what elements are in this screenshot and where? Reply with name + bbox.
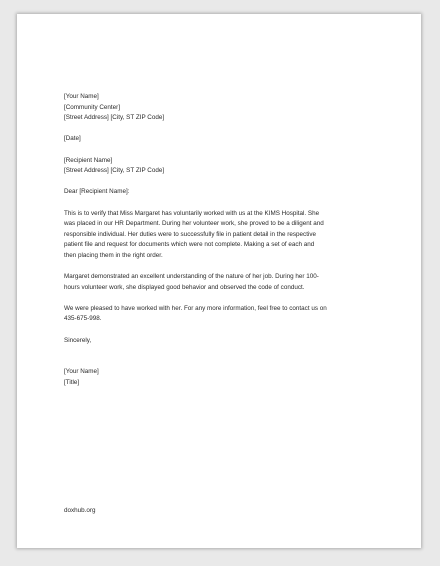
sender-address: [Street Address] [City, ST ZIP Code]	[64, 114, 165, 122]
recipient-name: [Recipient Name]	[64, 156, 113, 164]
closing-block	[64, 336, 364, 347]
salutation-block	[64, 187, 364, 198]
letter-date: [Date]	[64, 135, 81, 143]
body-paragraph-1	[64, 209, 364, 262]
recipient-block	[64, 156, 364, 177]
salutation: Dear [Recipient Name]:	[64, 188, 130, 196]
body-line: We were pleased to have worked with her. For any more information, feel free to contact us on	[64, 304, 327, 312]
body-line: then placing them in the right order.	[64, 251, 163, 259]
body-line: patient file and request for documents which were not complete. Making a set of each and	[64, 241, 315, 249]
date-block	[64, 134, 364, 145]
signature-block	[64, 367, 364, 388]
letter-content	[64, 92, 364, 388]
body-paragraph-2	[64, 272, 364, 293]
body-line: responsible individual. Her duties were to successfully file in patient detail in the respective	[64, 230, 317, 238]
body-paragraph-3	[64, 304, 364, 325]
signature-title: [Title]	[64, 378, 80, 386]
closing: Sincerely,	[64, 336, 92, 344]
signature-name: [Your Name]	[64, 368, 99, 376]
body-line: This is to verify that Miss Margaret has voluntarily worked with us at the KIMS Hospital. She	[64, 209, 320, 217]
body-line: 435-675-998.	[64, 315, 102, 323]
body-line: was placed in our HR Department. During her volunteer work, she proved to be a diligent and	[64, 220, 324, 228]
letter-page	[17, 14, 421, 548]
body-line: Margaret demonstrated an excellent understanding of the nature of her job. During her 100-	[64, 273, 319, 281]
recipient-address: [Street Address] [City, ST ZIP Code]	[64, 167, 165, 175]
sender-organization: [Community Center]	[64, 103, 120, 111]
footer-source: doxhub.org	[64, 507, 96, 514]
body-line: hours volunteer work, she displayed good behavior and observed the code of conduct.	[64, 283, 305, 291]
sender-block	[64, 92, 364, 124]
sender-name: [Your Name]	[64, 93, 99, 100]
